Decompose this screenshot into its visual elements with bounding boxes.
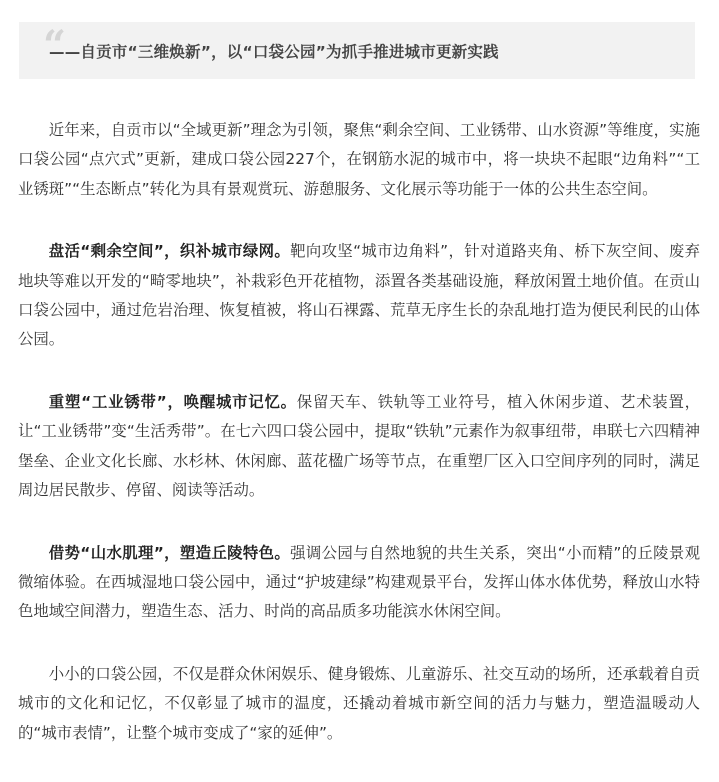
paragraph-conclusion <box>18 660 700 748</box>
paragraph-lead: 重塑“工业锈带”，唤醒城市记忆。 <box>48 393 297 412</box>
paragraph-remaining-space <box>18 237 700 354</box>
paragraph-lead: 盘活“剩余空间”，织补城市绿网。 <box>48 242 291 261</box>
paragraph-text: 小小的口袋公园，不仅是群众休闲娱乐、健身锻炼、儿童游乐、社交互动的场所，还承载着自贡城市的文化和记忆，不仅彰显了城市的温度，还撬动着城市新空间的活力与魅力，塑造温暖动人的“城市表情”，让整个城市变成了“家的延伸”。 <box>18 665 700 742</box>
subtitle-quote-box <box>19 22 695 79</box>
paragraph-intro <box>18 116 700 204</box>
paragraph-industrial-rust-belt <box>18 388 700 505</box>
paragraph-text: 靶向攻坚“城市边角料”，针对道路夹角、桥下灰空间、废弃地块等难以开发的“畸零地块”，补栽彩色开花植物，添置各类基础设施，释放闲置土地价值。在贡山口袋公园中，通过危岩治理、恢复植被，将山石裸露、荒草无序生长的杂乱地打造为便民利民的山体公园。 <box>18 242 701 349</box>
paragraph-text: 保留天车、铁轨等工业符号，植入休闲步道、艺术装置，让“工业锈带”变“生活秀带”。在七六四口袋公园中，提取“铁轨”元素作为叙事纽带，串联七六四精神堡垒、企业文化长廊、水杉林、休闲廊、蓝花楹广场等节点，在重塑厂区入口空间序列的同时，满足周边居民散步、停留、阅读等活动。 <box>18 393 700 499</box>
quote-mark-icon: “ <box>43 22 67 69</box>
paragraph-landscape-texture <box>18 539 700 627</box>
article-subtitle: ——自贡市“三维焕新”，以“口袋公园”为抓手推进城市更新实践 <box>49 43 499 61</box>
article-body <box>18 116 700 782</box>
paragraph-lead: 借势“山水肌理”，塑造丘陵特色。 <box>48 543 291 562</box>
paragraph-text: 近年来，自贡市以“全域更新”理念为引领，聚焦“剩余空间、工业锈带、山水资源”等维度，实施口袋公园“点穴式”更新，建成口袋公园227个，在钢筋水泥的城市中，将一块块不起眼“边角料”“工业锈斑”“生态断点”转化为具有景观赏玩、游憩服务、文化展示等功能于一体的公共生态空间。 <box>18 121 700 198</box>
paragraph-text: 强调公园与自然地貌的共生关系，突出“小而精”的丘陵景观微缩体验。在西城湿地口袋公园中，通过“护坡建绿”构建观景平台，发挥山体水体优势，释放山水特色地域空间潜力，塑造生态、活力、时尚的高品质多功能滨水休闲空间。 <box>18 543 701 621</box>
